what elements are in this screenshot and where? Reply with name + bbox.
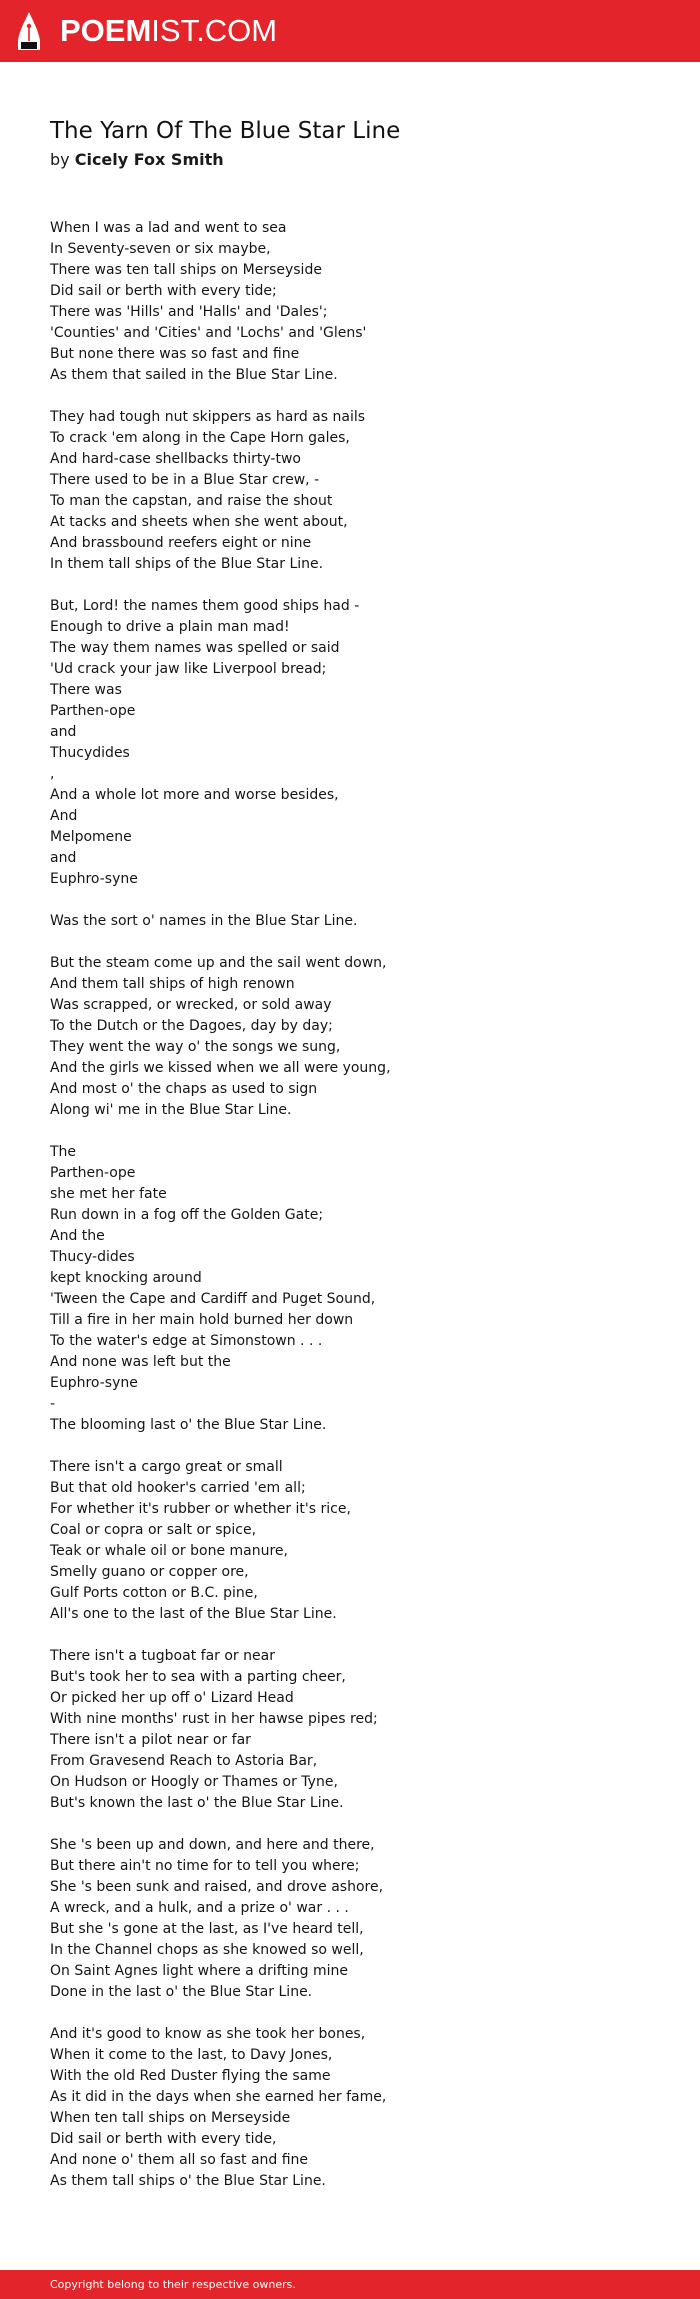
poem-line: Melpomene — [50, 829, 132, 845]
poem-line: And the girls we kissed when we all were young, — [50, 1060, 391, 1076]
stanza-break — [50, 2003, 650, 2024]
brand-bold-text: POEM — [60, 13, 152, 48]
poem-line: There was 'Hills' and 'Halls' and 'Dales'; — [50, 304, 328, 320]
poem-line: Euphro-syne — [50, 871, 138, 887]
poem-line: To man the capstan, and raise the shout — [50, 493, 333, 509]
poem-line: Did sail or berth with every tide; — [50, 283, 277, 299]
site-logo-link[interactable] — [16, 10, 277, 52]
poem-line: she met her fate — [50, 1186, 167, 1202]
pen-nib-icon — [16, 11, 42, 51]
poem-line: But there ain't no time for to tell you where; — [50, 1858, 360, 1874]
poem-line: And none o' them all so fast and fine — [50, 2152, 309, 2168]
poem-line: And it's good to know as she took her bones, — [50, 2026, 366, 2042]
poem-line: In Seventy-seven or six maybe, — [50, 241, 271, 257]
poem-line: Did sail or berth with every tide, — [50, 2131, 277, 2147]
poem-line: And the — [50, 1228, 105, 1244]
poem-line: There isn't a pilot near or far — [50, 1732, 251, 1748]
poem-line: Teak or whale oil or bone manure, — [50, 1543, 288, 1559]
poem-line: With the old Red Duster flying the same — [50, 2068, 331, 2084]
poem-title: The Yarn Of The Blue Star Line — [50, 118, 401, 144]
poem-line: When ten tall ships on Merseyside — [50, 2110, 291, 2126]
poem-line: To crack 'em along in the Cape Horn gales, — [50, 430, 350, 446]
site-footer — [0, 2270, 700, 2299]
site-brand — [60, 10, 277, 52]
stanza-break — [50, 575, 650, 596]
site-header — [0, 0, 700, 62]
stanza-break — [50, 386, 650, 407]
poem-line: There was — [50, 682, 122, 698]
poem-line: Was the sort o' names in the Blue Star Line. — [50, 913, 358, 929]
poem-byline — [50, 148, 650, 172]
poem-line: There isn't a cargo great or small — [50, 1459, 283, 1475]
poem-line: Parthen-ope — [50, 703, 136, 719]
poem-line: The way them names was spelled or said — [50, 640, 340, 656]
poem-line: But she 's gone at the last, as I've heard tell, — [50, 1921, 364, 1937]
poem-line: Was scrapped, or wrecked, or sold away — [50, 997, 332, 1013]
poem-line: To the water's edge at Simonstown . . . — [50, 1333, 323, 1349]
poem-line: The — [50, 1144, 77, 1160]
poem-line: But the steam come up and the sail went down, — [50, 955, 387, 971]
copyright-text: Copyright belong to their respective owners. — [50, 2278, 296, 2291]
poem-line: With nine months' rust in her hawse pipes red; — [50, 1711, 378, 1727]
poem-line: Thucy-dides — [50, 1249, 135, 1265]
byline-prefix: by — [50, 150, 70, 169]
poem-line: They went the way o' the songs we sung, — [50, 1039, 341, 1055]
poem-line: In them tall ships of the Blue Star Line. — [50, 556, 324, 572]
poem-line: They had tough nut skippers as hard as nails — [50, 409, 366, 425]
poem-line: As them tall ships o' the Blue Star Line. — [50, 2173, 326, 2189]
poem-line: And them tall ships of high renown — [50, 976, 295, 992]
poem-body — [50, 218, 650, 2192]
poem-line: Thucydides — [50, 745, 130, 761]
poem-line: At tacks and sheets when she went about, — [50, 514, 348, 530]
brand-thin-text: IST.COM — [151, 13, 278, 48]
poem-line: But's took her to sea with a parting cheer, — [50, 1669, 346, 1685]
poem-line: And none was left but the — [50, 1354, 231, 1370]
poem-line: She 's been sunk and raised, and drove ashore, — [50, 1879, 384, 1895]
poem-line: When I was a lad and went to sea — [50, 220, 287, 236]
poem-line: And most o' the chaps as used to sign — [50, 1081, 318, 1097]
poem-line: kept knocking around — [50, 1270, 202, 1286]
poem-line: - — [50, 1396, 56, 1412]
poem-line: Smelly guano or copper ore, — [50, 1564, 249, 1580]
poem-line: And — [50, 808, 78, 824]
poem-line: and — [50, 724, 77, 740]
poem-line: But that old hooker's carried 'em all; — [50, 1480, 306, 1496]
poem-line: Gulf Ports cotton or B.C. pine, — [50, 1585, 258, 1601]
poem-line: A wreck, and a hulk, and a prize o' war . . . — [50, 1900, 349, 1916]
poem-line: From Gravesend Reach to Astoria Bar, — [50, 1753, 318, 1769]
poem-line: And brassbound reefers eight or nine — [50, 535, 312, 551]
poem-line: As them that sailed in the Blue Star Line. — [50, 367, 338, 383]
poem-line: And a whole lot more and worse besides, — [50, 787, 339, 803]
poem-line: , — [50, 766, 55, 782]
poem-line: Enough to drive a plain man mad! — [50, 619, 290, 635]
poem-line: Or picked her up off o' Lizard Head — [50, 1690, 294, 1706]
author-link[interactable]: Cicely Fox Smith — [74, 150, 224, 169]
poem-line: Run down in a fog off the Golden Gate; — [50, 1207, 324, 1223]
stanza-break — [50, 1625, 650, 1646]
poem-line: But's known the last o' the Blue Star Line. — [50, 1795, 344, 1811]
poem-line: But, Lord! the names them good ships had - — [50, 598, 360, 614]
poem-line: In the Channel chops as she knowed so well, — [50, 1942, 364, 1958]
poem-line: On Hudson or Hoogly or Thames or Tyne, — [50, 1774, 338, 1790]
poem-line: Along wi' me in the Blue Star Line. — [50, 1102, 292, 1118]
poem-line: There was ten tall ships on Merseyside — [50, 262, 322, 278]
poem-line: Done in the last o' the Blue Star Line. — [50, 1984, 313, 2000]
poem-line: Coal or copra or salt or spice, — [50, 1522, 257, 1538]
stanza-break — [50, 890, 650, 911]
poem-line: And hard-case shellbacks thirty-two — [50, 451, 301, 467]
poem-line: There isn't a tugboat far or near — [50, 1648, 275, 1664]
poem-line: Till a fire in her main hold burned her down — [50, 1312, 354, 1328]
stanza-break — [50, 1121, 650, 1142]
poem-line: When it come to the last, to Davy Jones, — [50, 2047, 333, 2063]
stanza-break — [50, 1814, 650, 1835]
poem-line: Euphro-syne — [50, 1375, 138, 1391]
stanza-break — [50, 1436, 650, 1457]
poem-line: To the Dutch or the Dagoes, day by day; — [50, 1018, 333, 1034]
poem-line: On Saint Agnes light where a drifting mine — [50, 1963, 348, 1979]
poem-line: All's one to the last of the Blue Star Line. — [50, 1606, 337, 1622]
poem-line: For whether it's rubber or whether it's rice, — [50, 1501, 351, 1517]
poem-line: The blooming last o' the Blue Star Line. — [50, 1417, 327, 1433]
poem-line: But none there was so fast and fine — [50, 346, 300, 362]
poem-line: Parthen-ope — [50, 1165, 136, 1181]
poem-line: There used to be in a Blue Star crew, - — [50, 472, 320, 488]
poem-line: 'Tween the Cape and Cardiff and Puget Sound, — [50, 1291, 376, 1307]
poem-line: and — [50, 850, 77, 866]
poem-line: 'Counties' and 'Cities' and 'Lochs' and 'Glens' — [50, 325, 367, 341]
stanza-break — [50, 932, 650, 953]
poem-line: 'Ud crack your jaw like Liverpool bread; — [50, 661, 327, 677]
poem-line: She 's been up and down, and here and there, — [50, 1837, 375, 1853]
poem-content — [50, 116, 650, 2192]
poem-line: As it did in the days when she earned her fame, — [50, 2089, 387, 2105]
